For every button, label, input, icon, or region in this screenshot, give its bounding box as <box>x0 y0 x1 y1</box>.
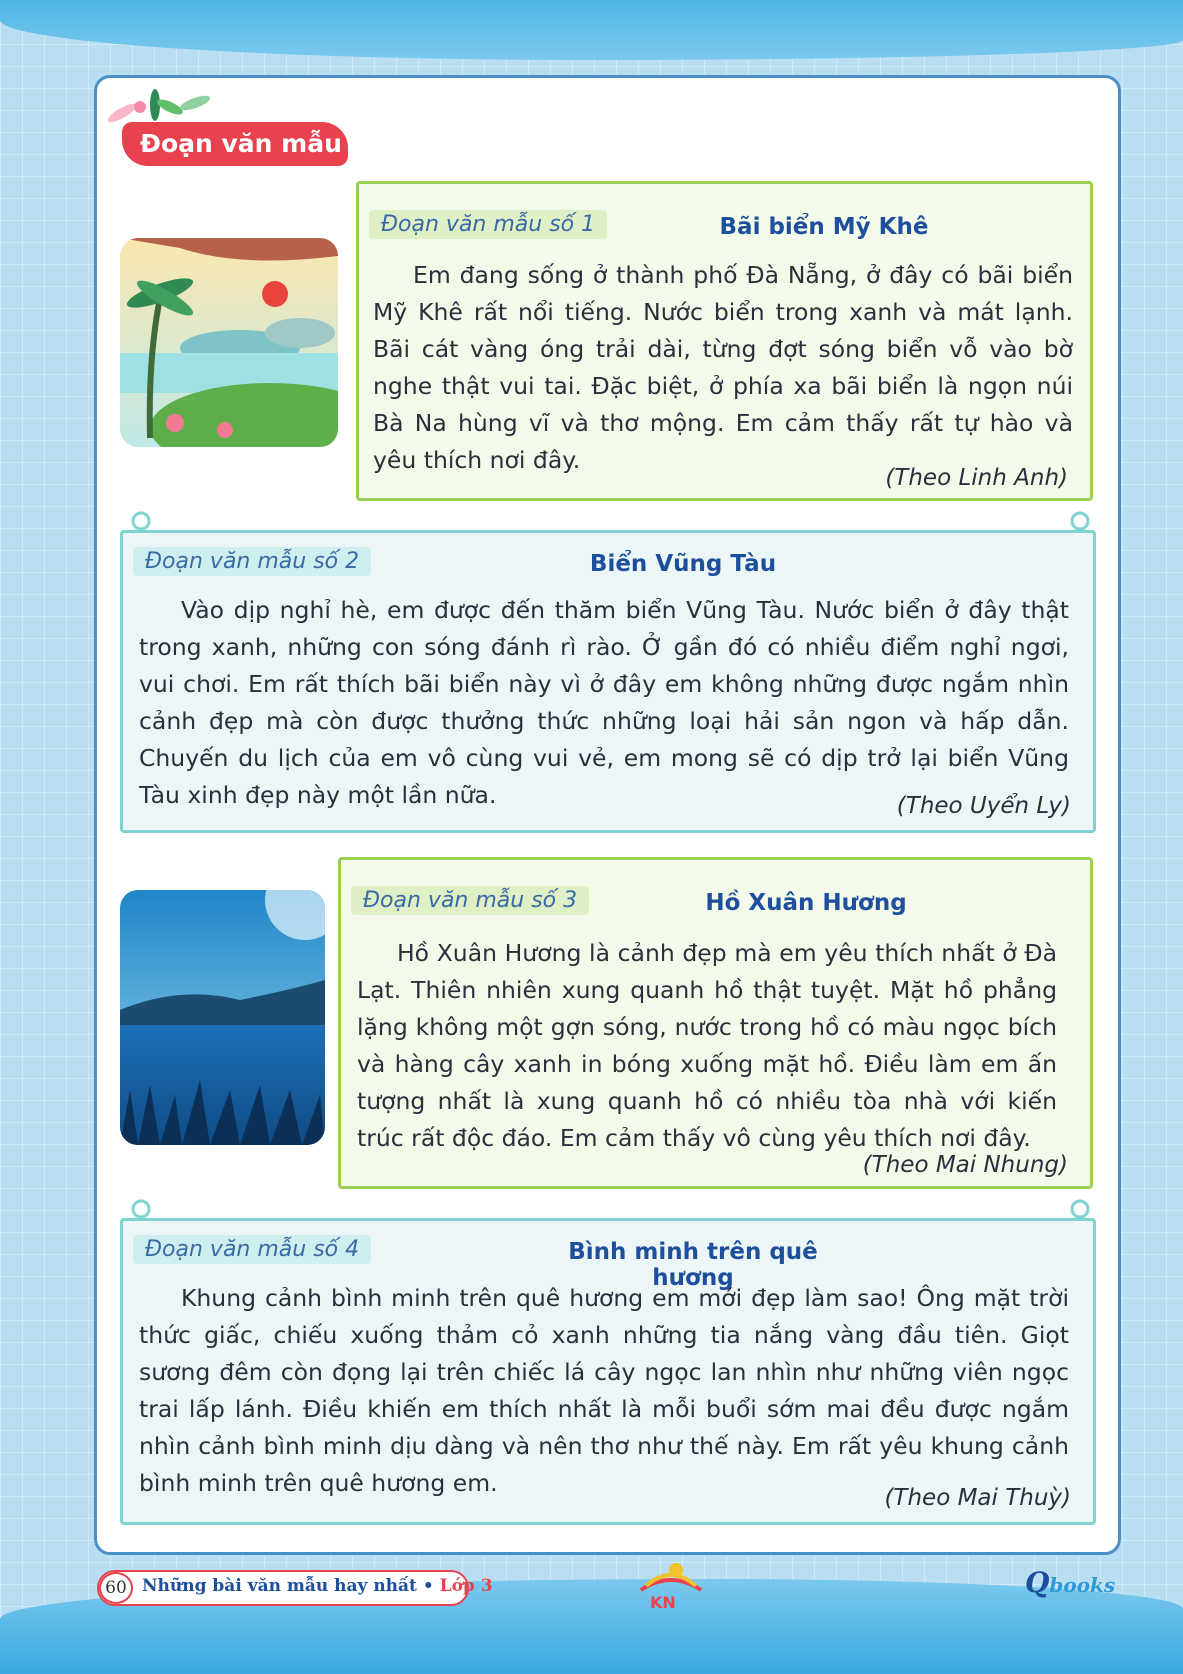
beach-illustration <box>120 238 338 447</box>
essay-title: Bãi biển Mỹ Khê <box>719 214 929 240</box>
essay-body: Vào dịp nghỉ hè, em được đến thăm biển Vũng Tàu. Nước biển ở đây thật trong xanh, những con sóng đánh rì rào. Ở gần đó có nhiều điểm nghỉ ngơi, vui chơi. Em rất thích bãi biển này vì ở đây em không những được ngắm nhìn cảnh đẹp mà còn được thưởng thức những loại hải sản ngon và hấp dẫn. Chuyến du lịch của em vô cùng vui vẻ, em mong sẽ có dịp trở lại biển Vũng Tàu xinh đẹp này một lần nữa. <box>139 596 1069 809</box>
qbooks-logo <box>1025 1566 1115 1599</box>
essay-body: Hồ Xuân Hương là cảnh đẹp mà em yêu thích nhất ở Đà Lạt. Thiên nhiên xung quanh hồ thật tuyệt. Mặt hồ phẳng lặng không một gợn sóng, nước trong hồ có màu ngọc bích và hàng cây xanh in bóng xuống mặt hồ. Điều làm em ấn tượng nhất là xung quanh hồ có nhiều tòa nhà với kiến trúc rất độc đáo. Em cảm thấy vô cùng yêu thích nơi đây. <box>357 939 1057 1152</box>
essay-title: Hồ Xuân Hương <box>705 890 907 916</box>
essay-label: Đoạn văn mẫu số 2 <box>133 547 371 576</box>
essay-label: Đoạn văn mẫu số 3 <box>351 886 589 915</box>
essay-card-4 <box>120 1218 1096 1525</box>
essay-card-1 <box>356 181 1093 501</box>
lake-illustration <box>120 890 325 1145</box>
essay-label: Đoạn văn mẫu số 1 <box>369 210 607 239</box>
essay-author: (Theo Mai Thuỳ) <box>884 1485 1071 1511</box>
publisher-logo-icon <box>636 1560 706 1612</box>
book-title <box>142 1576 493 1596</box>
essay-title: Biển Vũng Tàu <box>589 551 777 577</box>
page-number: 60 <box>99 1572 133 1604</box>
essay-title: Bình minh trên quê hương <box>568 1239 818 1291</box>
essay-body: Khung cảnh bình minh trên quê hương em mới đẹp làm sao! Ông mặt trời thức giấc, chiếu xuống thảm cỏ xanh những tia nắng vàng đầu tiên. Giọt sương đêm còn đọng lại trên chiếc lá cây ngọc lan nhìn như những viên ngọc trai lấp lánh. Điều khiến em thích nhất là mỗi buổi sớm mai đều được ngắm nhìn cảnh bình minh dịu dàng và nên thơ như thế này. Em rất yêu khung cảnh bình minh trên quê hương em. <box>139 1284 1069 1497</box>
qbooks-logo-q: Q <box>1025 1566 1050 1599</box>
essay-author: (Theo Uyển Ly) <box>896 793 1071 819</box>
essay-author: (Theo Mai Nhung) <box>862 1152 1068 1178</box>
qbooks-logo-text: books <box>1049 1573 1116 1597</box>
book-title-text: Những bài văn mẫu hay nhất • <box>142 1576 440 1596</box>
top-wave-decoration <box>0 0 1183 60</box>
essay-body: Em đang sống ở thành phố Đà Nẵng, ở đây có bãi biển Mỹ Khê rất nổi tiếng. Nước biển trong xanh và mát lạnh. Bãi cát vàng óng trải dài, từng đợt sóng biển vỗ vào bờ nghe thật vui tai. Đặc biệt, ở phía xa bãi biển là ngọn núi Bà Na hùng vĩ và thơ mộng. Em cảm thấy rất tự hào và yêu thích nơi đây. <box>373 261 1073 474</box>
essay-author: (Theo Linh Anh) <box>885 465 1068 491</box>
essay-card-3 <box>338 857 1093 1189</box>
section-title: Đoạn văn mẫu <box>122 122 348 166</box>
grade-label: Lớp 3 <box>439 1576 493 1596</box>
publisher-logo-text: KN <box>650 1593 676 1612</box>
essay-label: Đoạn văn mẫu số 4 <box>133 1235 371 1264</box>
essay-card-2 <box>120 530 1096 833</box>
